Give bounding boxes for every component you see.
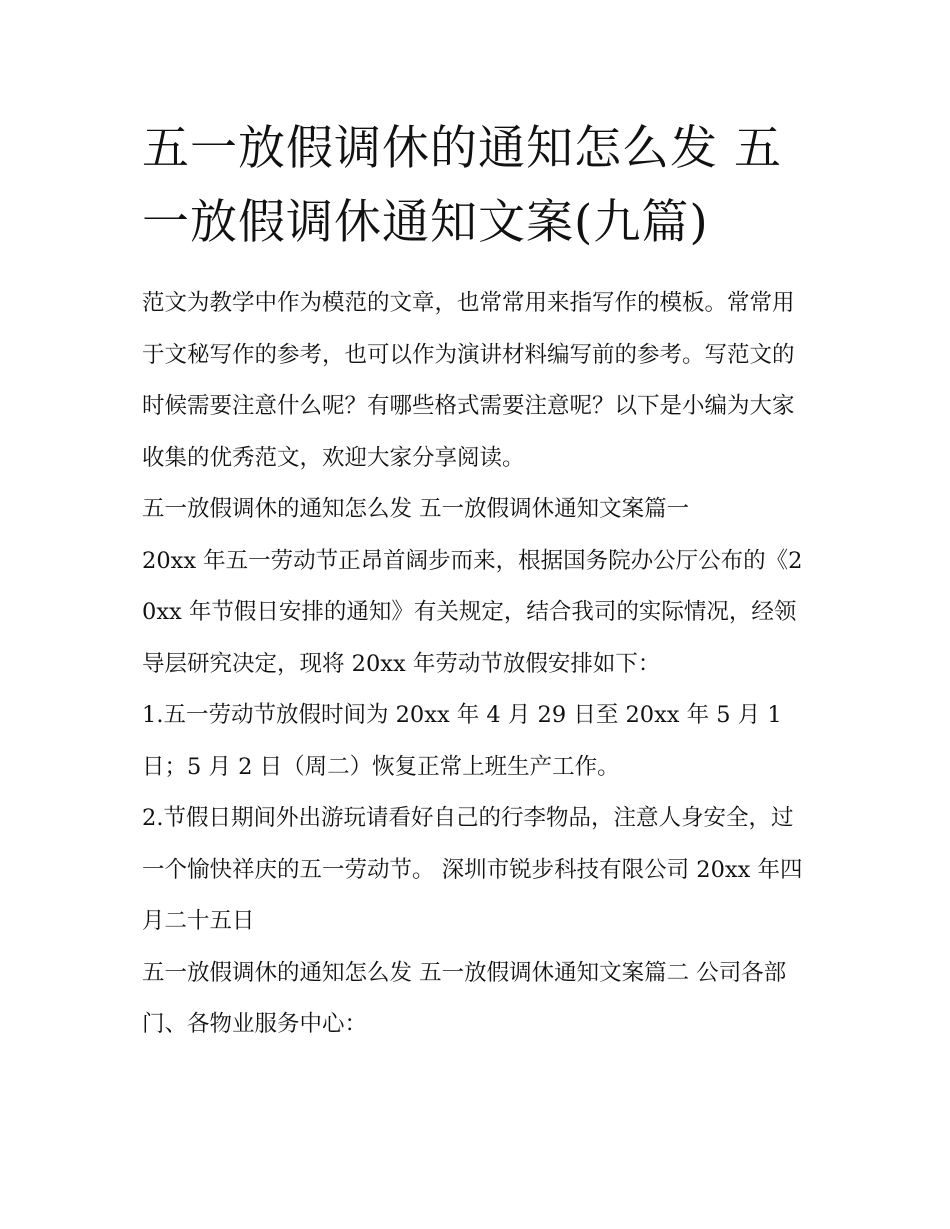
- list-item-two: 2.节假日期间外出游玩请看好自己的行李物品，注意人身安全，过一个愉快祥庆的五一劳动节。 深圳市锐步科技有限公司 20xx 年四月二十五日: [142, 805, 803, 934]
- document-body: [142, 112, 814, 1051]
- list-item-one: 1.五一劳动节放假时间为 20xx 年 4 月 29 日至 20xx 年 5 月 1 日；5 月 2 日（周二）恢复正常上班生产工作。: [142, 702, 782, 780]
- section-heading-one: 五一放假调休的通知怎么发 五一放假调休通知文案篇一: [142, 496, 690, 522]
- document-title: 五一放假调休的通知怎么发 五一放假调休通知文案(九篇): [142, 121, 782, 250]
- notice-paragraph: 20xx 年五一劳动节正昂首阔步而来，根据国务院办公厅公布的《20xx 年节假日安排的通知》有关规定，结合我司的实际情况，经领导层研究决定，现将 20xx 年劳动节放假安排如下：: [142, 547, 803, 677]
- intro-paragraph: 范文为教学中作为模范的文章，也常常用来指写作的模板。常常用于文秘写作的参考，也可以作为演讲材料编写前的参考。写范文的时候需要注意什么呢？有哪些格式需要注意呢？以下是小编为大家收集的优秀范文，欢迎大家分享阅读。: [142, 290, 795, 471]
- section-heading-two: 五一放假调休的通知怎么发 五一放假调休通知文案篇二 公司各部门、各物业服务中心：: [142, 959, 787, 1037]
